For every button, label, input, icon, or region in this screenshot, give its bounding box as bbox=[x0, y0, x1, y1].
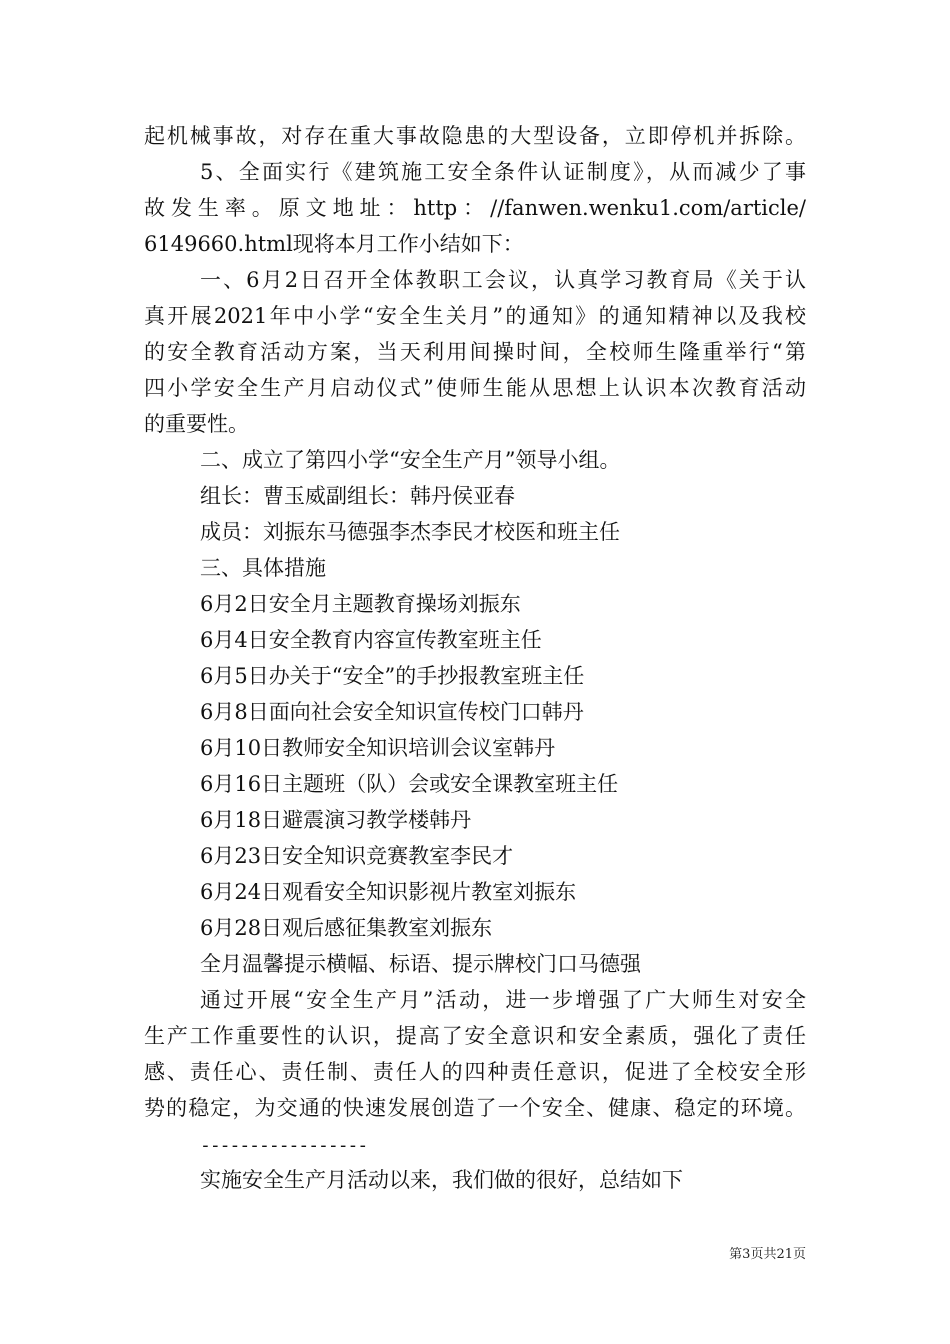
body-line-12: 成员：刘振东马德强李杰李民才校医和班主任 bbox=[200, 520, 620, 544]
body-line-8: 四小学安全生产月启动仪式”使师生能从思想上认识本次教育活动 bbox=[144, 376, 806, 400]
body-line-3: 故发生率。原文地址：http：//fanwen.wenku1.com/article/ bbox=[144, 196, 806, 220]
schedule-item-11: 全月温馨提示横幅、标语、提示牌校门口马德强 bbox=[200, 952, 641, 976]
body-line-9: 的重要性。 bbox=[144, 412, 249, 436]
page-number-footer: 第3页共21页 bbox=[729, 1247, 806, 1262]
body-line-24: 通过开展“安全生产月”活动，进一步增强了广大师生对安全 bbox=[200, 988, 806, 1012]
schedule-item-10: 6月28日观后感征集教室刘振东 bbox=[200, 916, 493, 940]
body-line-26: 感、责任心、责任制、责任人的四种责任意识，促进了全校安全形 bbox=[144, 1060, 806, 1084]
body-line-27: 势的稳定，为交通的快速发展创造了一个安全、健康、稳定的环境。 bbox=[144, 1096, 806, 1120]
body-line-2: 5、全面实行《建筑施工安全条件认证制度》，从而减少了事 bbox=[200, 160, 806, 184]
schedule-item-9: 6月24日观看安全知识影视片教室刘振东 bbox=[200, 880, 577, 904]
body-line-1: 起机械事故，对存在重大事故隐患的大型设备，立即停机并拆除。 bbox=[144, 124, 806, 148]
body-line-6: 真开展2021年中小学“安全生关月”的通知》的通知精神以及我校 bbox=[144, 304, 806, 328]
schedule-item-4: 6月8日面向社会安全知识宣传校门口韩丹 bbox=[200, 700, 584, 724]
schedule-item-1: 6月2日安全月主题教育操场刘振东 bbox=[200, 592, 521, 616]
schedule-item-2: 6月4日安全教育内容宣传教室班主任 bbox=[200, 628, 542, 652]
body-line-13: 三、具体措施 bbox=[200, 556, 326, 580]
schedule-item-3: 6月5日办关于“安全”的手抄报教室班主任 bbox=[200, 664, 585, 688]
body-line-5: 一、6月2日召开全体教职工会议，认真学习教育局《关于认 bbox=[200, 268, 806, 292]
section-separator: ----------------- bbox=[200, 1135, 368, 1156]
body-line-7: 的安全教育活动方案，当天利用间操时间，全校师生隆重举行“第 bbox=[144, 340, 806, 364]
schedule-item-7: 6月18日避震演习教学楼韩丹 bbox=[200, 808, 472, 832]
closing-line: 实施安全生产月活动以来，我们做的很好，总结如下 bbox=[200, 1168, 683, 1192]
body-line-25: 生产工作重要性的认识，提高了安全意识和安全素质，强化了责任 bbox=[144, 1024, 806, 1048]
body-line-4: 6149660.html现将本月工作小结如下： bbox=[144, 232, 524, 256]
schedule-item-8: 6月23日安全知识竞赛教室李民才 bbox=[200, 844, 514, 868]
schedule-item-6: 6月16日主题班（队）会或安全课教室班主任 bbox=[200, 772, 619, 796]
body-line-10: 二、成立了第四小学“安全生产月”领导小组。 bbox=[200, 448, 621, 472]
schedule-item-5: 6月10日教师安全知识培训会议室韩丹 bbox=[200, 736, 556, 760]
body-line-11: 组长：曹玉威副组长：韩丹侯亚春 bbox=[200, 484, 515, 508]
